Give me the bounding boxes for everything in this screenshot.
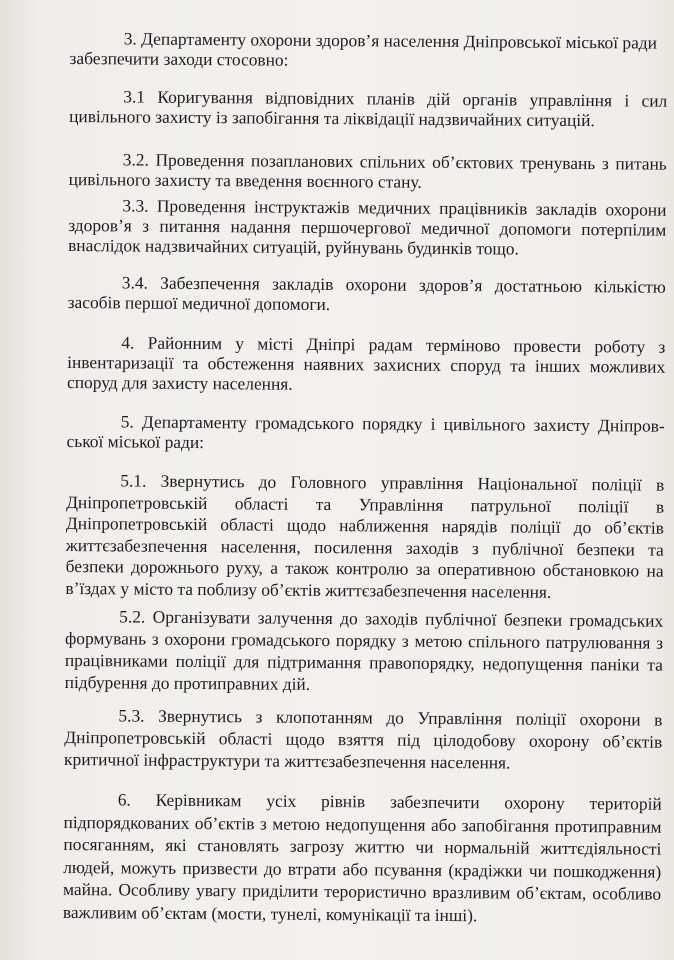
text-line: важливим об’єктам (мости, тунелі, комунікації та інші). (62, 901, 478, 926)
text-line: в’їздах у місто та поблизу об’єктів життєзабезпечення населення. (65, 577, 552, 602)
text-line: працівниками поліції для підтримання правопорядку, недопущення паніки та (64, 649, 663, 675)
text-line: підбурення до протиправних дій. (64, 671, 311, 694)
text-line: 5.1. Звернутись до Головного управління Національної поліції в (120, 470, 665, 495)
text-line: посяганням, які становлять загрозу життю чи нормальній життєдіяльності (63, 834, 662, 859)
paragraph-5-1 (65, 470, 664, 604)
text-line: споруд для захисту населення. (66, 371, 293, 394)
text-line: підпорядкованих об’єктів з метою недопущення або запобігання протиправним (63, 811, 662, 837)
paragraph-5 (67, 411, 665, 456)
text-line: забезпечити заходи стосовно: (69, 47, 289, 70)
text-line: критичної інфраструктури та життєзабезпечення населення. (64, 748, 511, 773)
paragraph-4 (67, 332, 665, 397)
paragraph-3-1 (69, 86, 667, 131)
text-line: життєзабезпечення населення, посилення заходів з публічної безпеки та (65, 534, 664, 560)
text-line: людей, можуть призвести до втрати або псування (крадіжки чи пошкодження) (63, 856, 662, 882)
text-line: 5. Департаменту громадського порядку і цивільного захисту Дніпров- (120, 411, 665, 436)
paragraph-3-4 (68, 272, 666, 317)
text-line: Дніпропетровській області щодо наближення нарядів поліції до об’єктів (65, 513, 665, 538)
text-line: Дніпропетровській області та Управління патрульної поліції в (66, 491, 665, 517)
text-line: 6. Керівникам усіх рівнів забезпечити охорону територій (117, 789, 662, 814)
text-line: 3.4. Забезпечення закладів охорони здоров’я достатньою кількістю (121, 272, 666, 297)
text-line: 3.1 Коригування відповідних планів дій органів управління і сил (123, 86, 668, 111)
paragraph-3 (70, 28, 668, 73)
paragraph-5-2 (65, 605, 664, 698)
text-line: внаслідок надзвичайних ситуацій, руйнувань будинків тощо. (68, 234, 519, 259)
text-line: Дніпропетровській області щодо взяття під цілодобову охорону об’єктів (64, 726, 663, 752)
text-line: майна. Особливу увагу приділити терористично вразливим об’єктам, особливо (62, 879, 662, 905)
text-line: 3.3. Проведення інструктажів медичних працівників закладів охорони (122, 195, 667, 220)
text-line: ської міської ради: (66, 430, 205, 453)
text-line: формувань з охорони громадського порядку з метою спільного патрулювання з (64, 627, 664, 653)
text-line: здоров’я з питання надання першочергової медичної допомоги потерпілим (68, 214, 667, 240)
paragraph-5-3 (64, 704, 662, 775)
text-line: 5.2. Організувати залучення до заходів публічної безпеки громадських (119, 606, 664, 631)
paragraph-3-3 (68, 195, 666, 260)
text-line: цивільного захисту із запобігання та ліквідації надзвичайних ситуацій. (69, 105, 595, 131)
text-line: безпеки дорожнього руху, а також контролю за оперативною обстановкою на (65, 556, 664, 582)
text-line: цивільного захисту та введення воєнного стану. (68, 168, 422, 192)
text-line: 5.3. Звернутись з клопотанням до Управління поліції охорони в (118, 705, 663, 730)
text-line: інвентаризації та обстеження наявних захисних споруд та інших можливих (67, 351, 666, 377)
text-line: 3.2. Проведення позапланових спільних об’єктових тренувань з питань (122, 149, 667, 174)
text-line: 4. Районним у місті Дніпрі радам терміново провести роботу з (121, 332, 666, 357)
paragraph-3-2 (69, 149, 667, 194)
text-line: 3. Департаменту охорони здоров’я населення Дніпровської міської ради (123, 28, 658, 53)
text-line: засобів першої медичної допомоги. (67, 291, 331, 315)
paragraph-6 (63, 788, 662, 928)
